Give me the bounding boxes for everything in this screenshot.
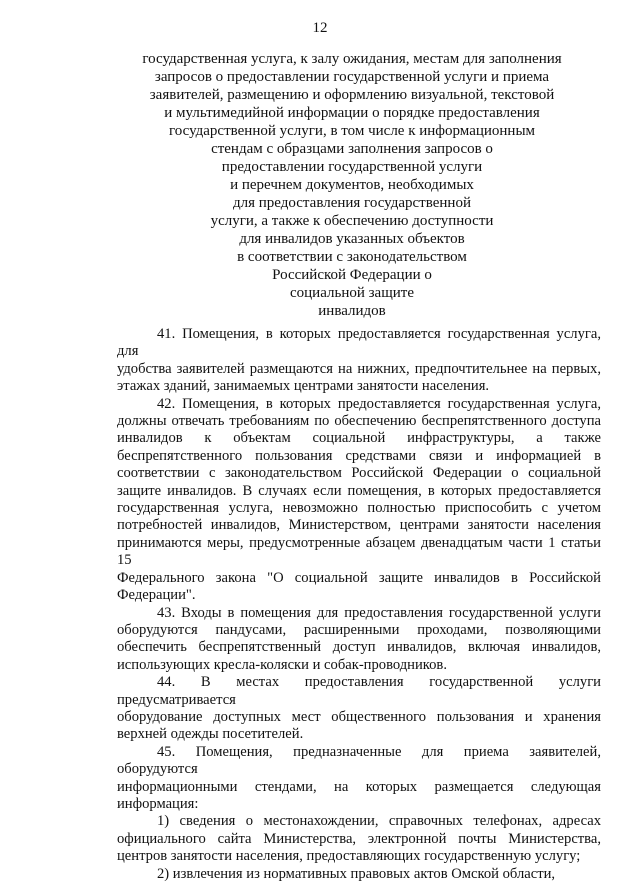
heading-line: в соответствии с законодательством — [237, 249, 467, 265]
text-line: потребностей инвалидов, Министерством, центрами занятости населения — [117, 517, 601, 534]
text-line: этажах зданий, занимаемых центрами занятости населения. — [117, 378, 490, 395]
heading-line: и мультимедийной информации о порядке предоставления — [164, 105, 540, 121]
paragraph-p42 — [117, 396, 601, 605]
text-line: защите инвалидов. В случаях если помещения, в которых предоставляется — [117, 482, 601, 499]
heading-line: услуги, а также к обеспечению доступности — [210, 213, 494, 229]
text-line: принимаются меры, предусмотренные абзацем двенадцатым части 1 статьи 15 — [117, 534, 601, 569]
document-body — [117, 326, 601, 883]
heading-line: инвалидов — [318, 303, 386, 319]
heading-line: социальной защите — [289, 285, 414, 301]
text-line: 43. Входы в помещения для предоставления государственной услуги — [157, 604, 601, 621]
text-line: официального сайта Министерства, электронной почты Министерства, — [117, 830, 601, 847]
text-line: 2) извлечения из нормативных правовых актов Омской области, — [157, 865, 556, 882]
text-line: 44. В местах предоставления государственной услуги предусматривается — [117, 674, 601, 708]
heading-line: запросов о предоставлении государственной услуги и приема — [154, 69, 550, 85]
text-line: государственная услуга, невозможно полностью приспособить с учетом — [117, 500, 601, 517]
text-line: должны отвечать требованиям по обеспечению беспрепятственного доступа — [117, 413, 601, 430]
paragraph-p44 — [117, 674, 601, 744]
text-line: Федерального закона "О социальной защите инвалидов в Российской — [117, 569, 601, 586]
heading-line: для инвалидов указанных объектов — [239, 231, 465, 247]
text-line: обеспечить беспрепятственный доступ инвалидов, включая инвалидов, — [117, 639, 601, 656]
heading-line: заявителей, размещению и оформлению визуальной, текстовой — [149, 87, 555, 103]
paragraph-p43 — [117, 605, 601, 675]
text-line: соответствии с законодательством Российской Федерации о социальной — [117, 465, 601, 482]
text-line: 42. Помещения, в которых предоставляется государственная услуга, — [157, 395, 601, 412]
text-line: инвалидов к объектам социальной инфраструктуры, а также — [117, 430, 601, 447]
text-line: информационными стендами, на которых размещается следующая — [117, 778, 601, 795]
text-line: Федерации". — [117, 587, 196, 604]
text-line: верхней одежды посетителей. — [117, 726, 304, 743]
heading-line: государственной услуги, в том числе к информационным — [168, 123, 536, 139]
heading-line: и перечнем документов, необходимых — [230, 177, 474, 193]
paragraph-p45-1 — [117, 813, 601, 865]
heading-line: стендам с образцами заполнения запросов о — [211, 141, 493, 157]
heading-line: для предоставления государственной — [233, 195, 471, 211]
text-line: 1) сведения о местонахождении, справочных телефонах, адресах — [157, 813, 601, 830]
paragraph-p41 — [117, 326, 601, 396]
text-line: оборудуются пандусами, расширенными проходами, позволяющими — [117, 621, 601, 638]
text-line: удобства заявителей размещаются на нижних, предпочтительнее на первых, — [117, 360, 601, 377]
heading-line: предоставлении государственной услуги — [221, 159, 483, 175]
text-line: оборудование доступных мест общественного пользования и хранения — [117, 708, 601, 725]
heading-line: государственная услуга, к залу ожидания, местам для заполнения — [142, 51, 562, 67]
paragraph-p45-2 — [117, 866, 601, 883]
text-line: 45. Помещения, предназначенные для приема заявителей, оборудуются — [117, 743, 601, 778]
page-number: 12 — [312, 20, 328, 36]
text-line: использующих кресла-коляски и собак-проводников. — [117, 656, 447, 673]
section-heading — [110, 50, 594, 320]
text-line: 41. Помещения, в которых предоставляется государственная услуга, для — [117, 326, 601, 360]
text-line: беспрепятственного пользования средствами связи и информацией в — [117, 447, 601, 464]
text-line: центров занятости населения, предоставляющих государственную услугу; — [117, 848, 581, 865]
heading-line: Российской Федерации о — [272, 267, 432, 283]
paragraph-p45 — [117, 744, 601, 814]
text-line: информация: — [117, 795, 199, 812]
